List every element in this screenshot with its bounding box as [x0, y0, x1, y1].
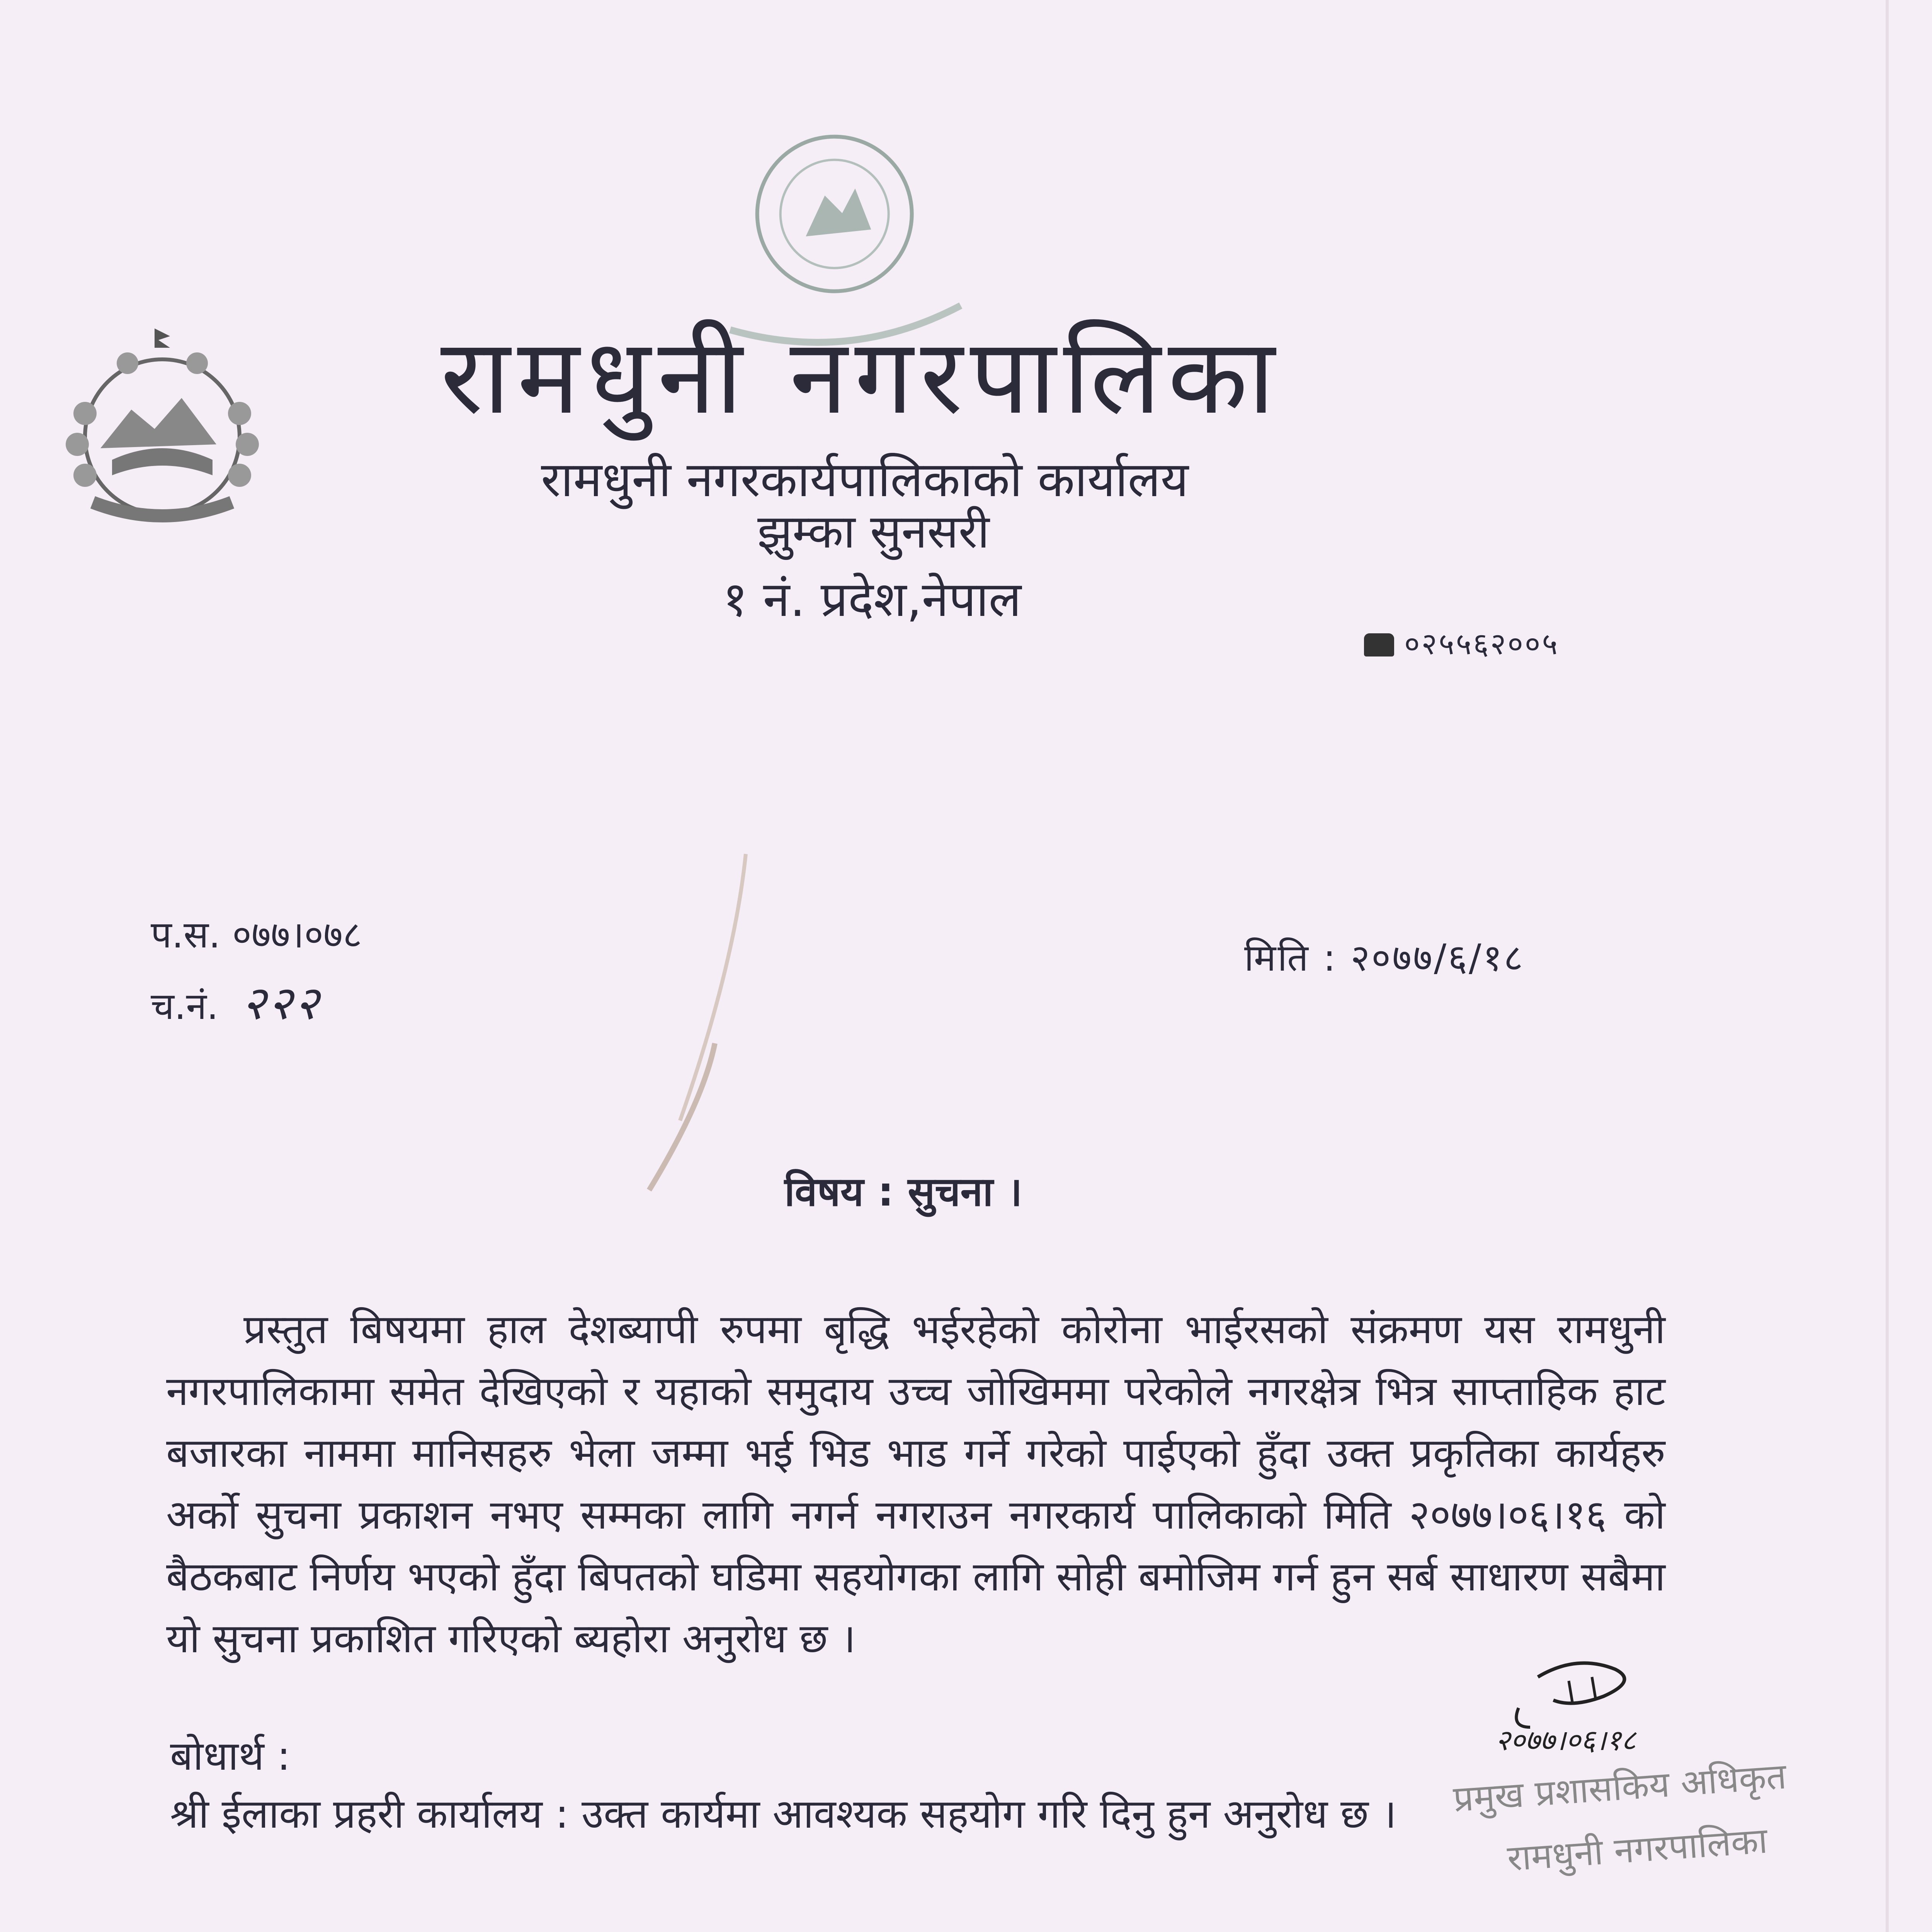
office-name: रामधुनी नगरकार्यपालिकाको कार्यालय	[541, 452, 1189, 508]
officer-stamp-title: प्रमुख प्रशासकिय अधिकृत	[1452, 1755, 1788, 1820]
province-line: १ नं. प्रदेश,नेपाल	[723, 571, 1022, 628]
dispatch-number	[151, 970, 321, 1033]
date-value: २०७७/६/१८	[1350, 936, 1525, 980]
dispatch-number-label: च.नं.	[151, 985, 219, 1028]
letter-number-label: प.स.	[151, 913, 221, 956]
letter-number	[151, 908, 362, 959]
telephone-icon	[1364, 633, 1394, 656]
notice-body	[166, 1298, 1665, 1669]
office-location: झुम्का सुनसरी	[757, 505, 990, 559]
municipality-title: रामधुनी नगरपालिका	[440, 316, 1282, 437]
letter-number-value: ०७७।०७८	[232, 913, 362, 956]
officer-stamp-office: रामधुनी नगरपालिका	[1506, 1820, 1769, 1879]
notice-body-text: प्रस्तुत बिषयमा हाल देशब्यापी रुपमा बृद्धि भईरहेको कोरोना भाईरसको संक्रमण यस रामधुनी नगरपालिकामा समेत देखिएको र यहाको समुदाय उच्च जोखिममा परेकोले नगरक्षेत्र भित्र साप्ताहिक हाट बजारका नाममा मानिसहरु भेला जम्मा भई भिड भाड गर्ने गरेको पाईएको हुँदा उक्त प्रकृतिका कार्यहरु अर्को सुचना प्रकाशन नभए सम्मका लागि नगर्न नगराउन नगरकार्य पालिकाको मिति २०७७।०६।१६ को बैठकबाट निर्णय भएको हुँदा बिपतको घडिमा सहयोगका लागि सोही बमोजिम गर्न हुन सर्ब साधारण सबैमा यो सुचना प्रकाशित गरिएको ब्यहोरा अनुरोध छ ।	[166, 1306, 1665, 1662]
date-label: मिति :	[1244, 936, 1337, 980]
page-edge	[1886, 0, 1889, 1932]
signature-date: २०७७।०६।१८	[1495, 1724, 1636, 1757]
cc-recipient-line: श्री ईलाका प्रहरी कार्यालय : उक्त कार्यमा आवश्यक सहयोग गरि दिनु हुन अनुरोध छ ।	[170, 1790, 1397, 1837]
paper-stain	[618, 850, 811, 1198]
letter-date	[1244, 931, 1524, 982]
nepal-emblem-icon	[43, 321, 282, 545]
phone-number: ०२५५६२००५	[1404, 627, 1560, 662]
phone-line	[1364, 622, 1559, 663]
subject-line: विषय : सुचना ।	[784, 1168, 1022, 1215]
dispatch-number-value: २२२	[242, 976, 321, 1030]
cc-heading: बोधार्थ :	[170, 1732, 291, 1779]
